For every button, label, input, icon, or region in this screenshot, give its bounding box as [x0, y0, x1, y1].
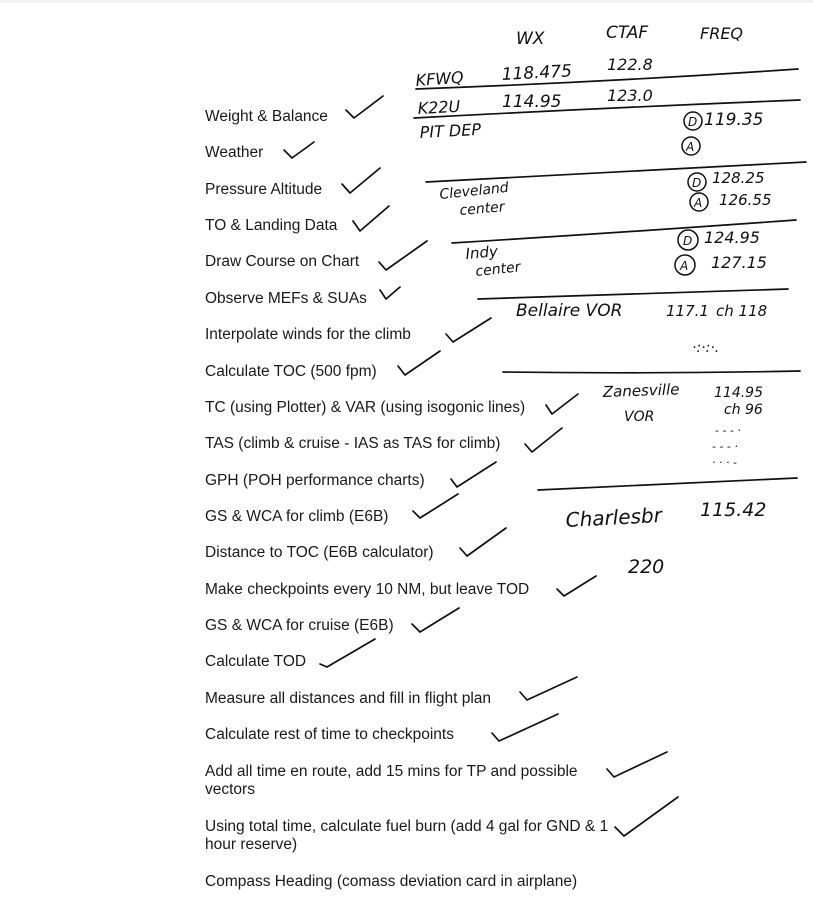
checkmark-19	[607, 752, 667, 777]
checklist-item-time-en-route: Add all time en route, add 15 mins for TP and possible vectors	[205, 763, 578, 798]
indy-a-freq: 127.15	[711, 253, 767, 272]
checklist-item-pressure-altitude: Pressure Altitude	[205, 181, 323, 198]
cleveland-line1: Cleveland	[438, 179, 510, 203]
indy-line2: center	[474, 259, 522, 280]
checklist-item-tc-var: TC (using Plotter) & VAR (using isogonic lines)	[205, 399, 526, 416]
header-ctaf: CTAF	[606, 23, 649, 43]
checklist-item-interpolate-winds: Interpolate winds for the climb	[205, 326, 411, 343]
checklist-item-measure-distances: Measure all distances and fill in flight plan	[205, 690, 492, 707]
checklist-item-distance-toc: Distance to TOC (E6B calculator)	[205, 544, 434, 561]
checkmark-18	[492, 714, 558, 741]
checkmark-3	[342, 168, 380, 193]
zanesville-morse-1: - - - ·	[715, 424, 741, 437]
checklist-item-compass-heading: Compass Heading (comass deviation card in airplane)	[205, 873, 578, 890]
checkmark-15	[412, 608, 459, 632]
charleston-name: Charlesbr	[565, 502, 663, 532]
checklist-item-gph: GPH (POH performance charts)	[205, 472, 425, 489]
indy-d-freq: 124.95	[704, 228, 760, 247]
checkmark-8	[398, 351, 440, 375]
zanesville-line2: VOR	[624, 409, 655, 425]
checkmark-2	[284, 142, 314, 158]
checkmark-11	[451, 462, 496, 487]
rule-5	[478, 289, 788, 299]
checkmark-4	[353, 206, 389, 231]
checklist-item-rest-of-time: Calculate rest of time to checkpoints	[205, 726, 454, 743]
pit-a-label: A	[686, 140, 695, 154]
kfwq-wx: 118.475	[501, 61, 573, 85]
checkmark-6	[380, 287, 400, 299]
bellaire-name: Bellaire VOR	[516, 301, 623, 321]
checklist-item-weather: Weather	[205, 144, 264, 161]
checklist-item-mefs-suas: Observe MEFs & SUAs	[205, 290, 367, 307]
kfwq-ctaf: 122.8	[607, 55, 653, 74]
cleveland-d-freq: 128.25	[712, 169, 765, 187]
bellaire-freq: 117.1	[666, 302, 709, 320]
rule-6	[503, 371, 800, 373]
checkmark-17	[520, 677, 577, 700]
checklist-item-draw-course: Draw Course on Chart	[205, 253, 360, 270]
checklist-item-gs-wca-cruise: GS & WCA for cruise (E6B)	[205, 617, 394, 634]
checklist-item-fuel-burn: Using total time, calculate fuel burn (add 4 gal for GND & 1 hour reserve)	[205, 818, 609, 853]
k22u-wx: 114.95	[502, 92, 562, 112]
pit-dep-name: PIT DEP	[419, 119, 482, 142]
indy-a-label: A	[680, 259, 689, 273]
heading-value: 220	[628, 556, 665, 578]
checklist-item-weight-balance: Weight & Balance	[205, 108, 328, 125]
zanesville-ch: ch 96	[724, 402, 763, 418]
header-wx: WX	[516, 29, 545, 49]
charleston-freq: 115.42	[700, 499, 767, 521]
checkmark-13	[460, 528, 506, 556]
pit-d-label: D	[688, 115, 698, 129]
bellaire-ch: ch 118	[716, 302, 768, 320]
checkmark-12	[413, 494, 458, 518]
checkmark-1	[346, 96, 383, 118]
cleveland-a-freq: 126.55	[719, 191, 772, 209]
rule-7	[538, 478, 797, 490]
checklist-item-to-landing-data: TO & Landing Data	[205, 217, 338, 234]
bellaire-morse: ·:·:·.	[692, 340, 720, 356]
zanesville-freq: 114.95	[714, 385, 763, 401]
zanesville-morse-2: - - - ·	[712, 440, 738, 453]
checkmark-5	[379, 241, 427, 270]
cleveland-a-label: A	[694, 196, 703, 210]
checkmark-20	[615, 797, 678, 836]
checklist-item-calculate-tod: Calculate TOD	[205, 653, 307, 670]
checkmark-9	[546, 394, 578, 414]
checklist-item-checkpoints: Make checkpoints every 10 NM, but leave TOD	[205, 581, 530, 598]
checklist-item-tas: TAS (climb & cruise - IAS as TAS for climb)	[205, 435, 501, 452]
zanesville-morse-3: · · · -	[712, 456, 737, 469]
zanesville-line1: Zanesville	[602, 380, 680, 401]
checkmark-16	[320, 639, 375, 667]
k22u-id: K22U	[417, 96, 461, 118]
checklist-item-calculate-toc: Calculate TOC (500 fpm)	[205, 363, 377, 380]
k22u-ctaf: 123.0	[607, 86, 653, 105]
header-freq: FREQ	[700, 24, 744, 43]
cleveland-line2: center	[458, 199, 506, 219]
checkmark-10	[525, 428, 562, 452]
checkmark-14	[557, 576, 596, 596]
checkmark-7	[446, 318, 491, 342]
cleveland-d-label: D	[692, 176, 702, 190]
checklist-item-gs-wca-climb: GS & WCA for climb (E6B)	[205, 508, 389, 525]
indy-d-label: D	[683, 234, 693, 248]
kfwq-id: KFWQ	[414, 67, 465, 90]
pit-d-freq: 119.35	[704, 110, 764, 130]
indy-line1: Indy	[464, 242, 499, 263]
